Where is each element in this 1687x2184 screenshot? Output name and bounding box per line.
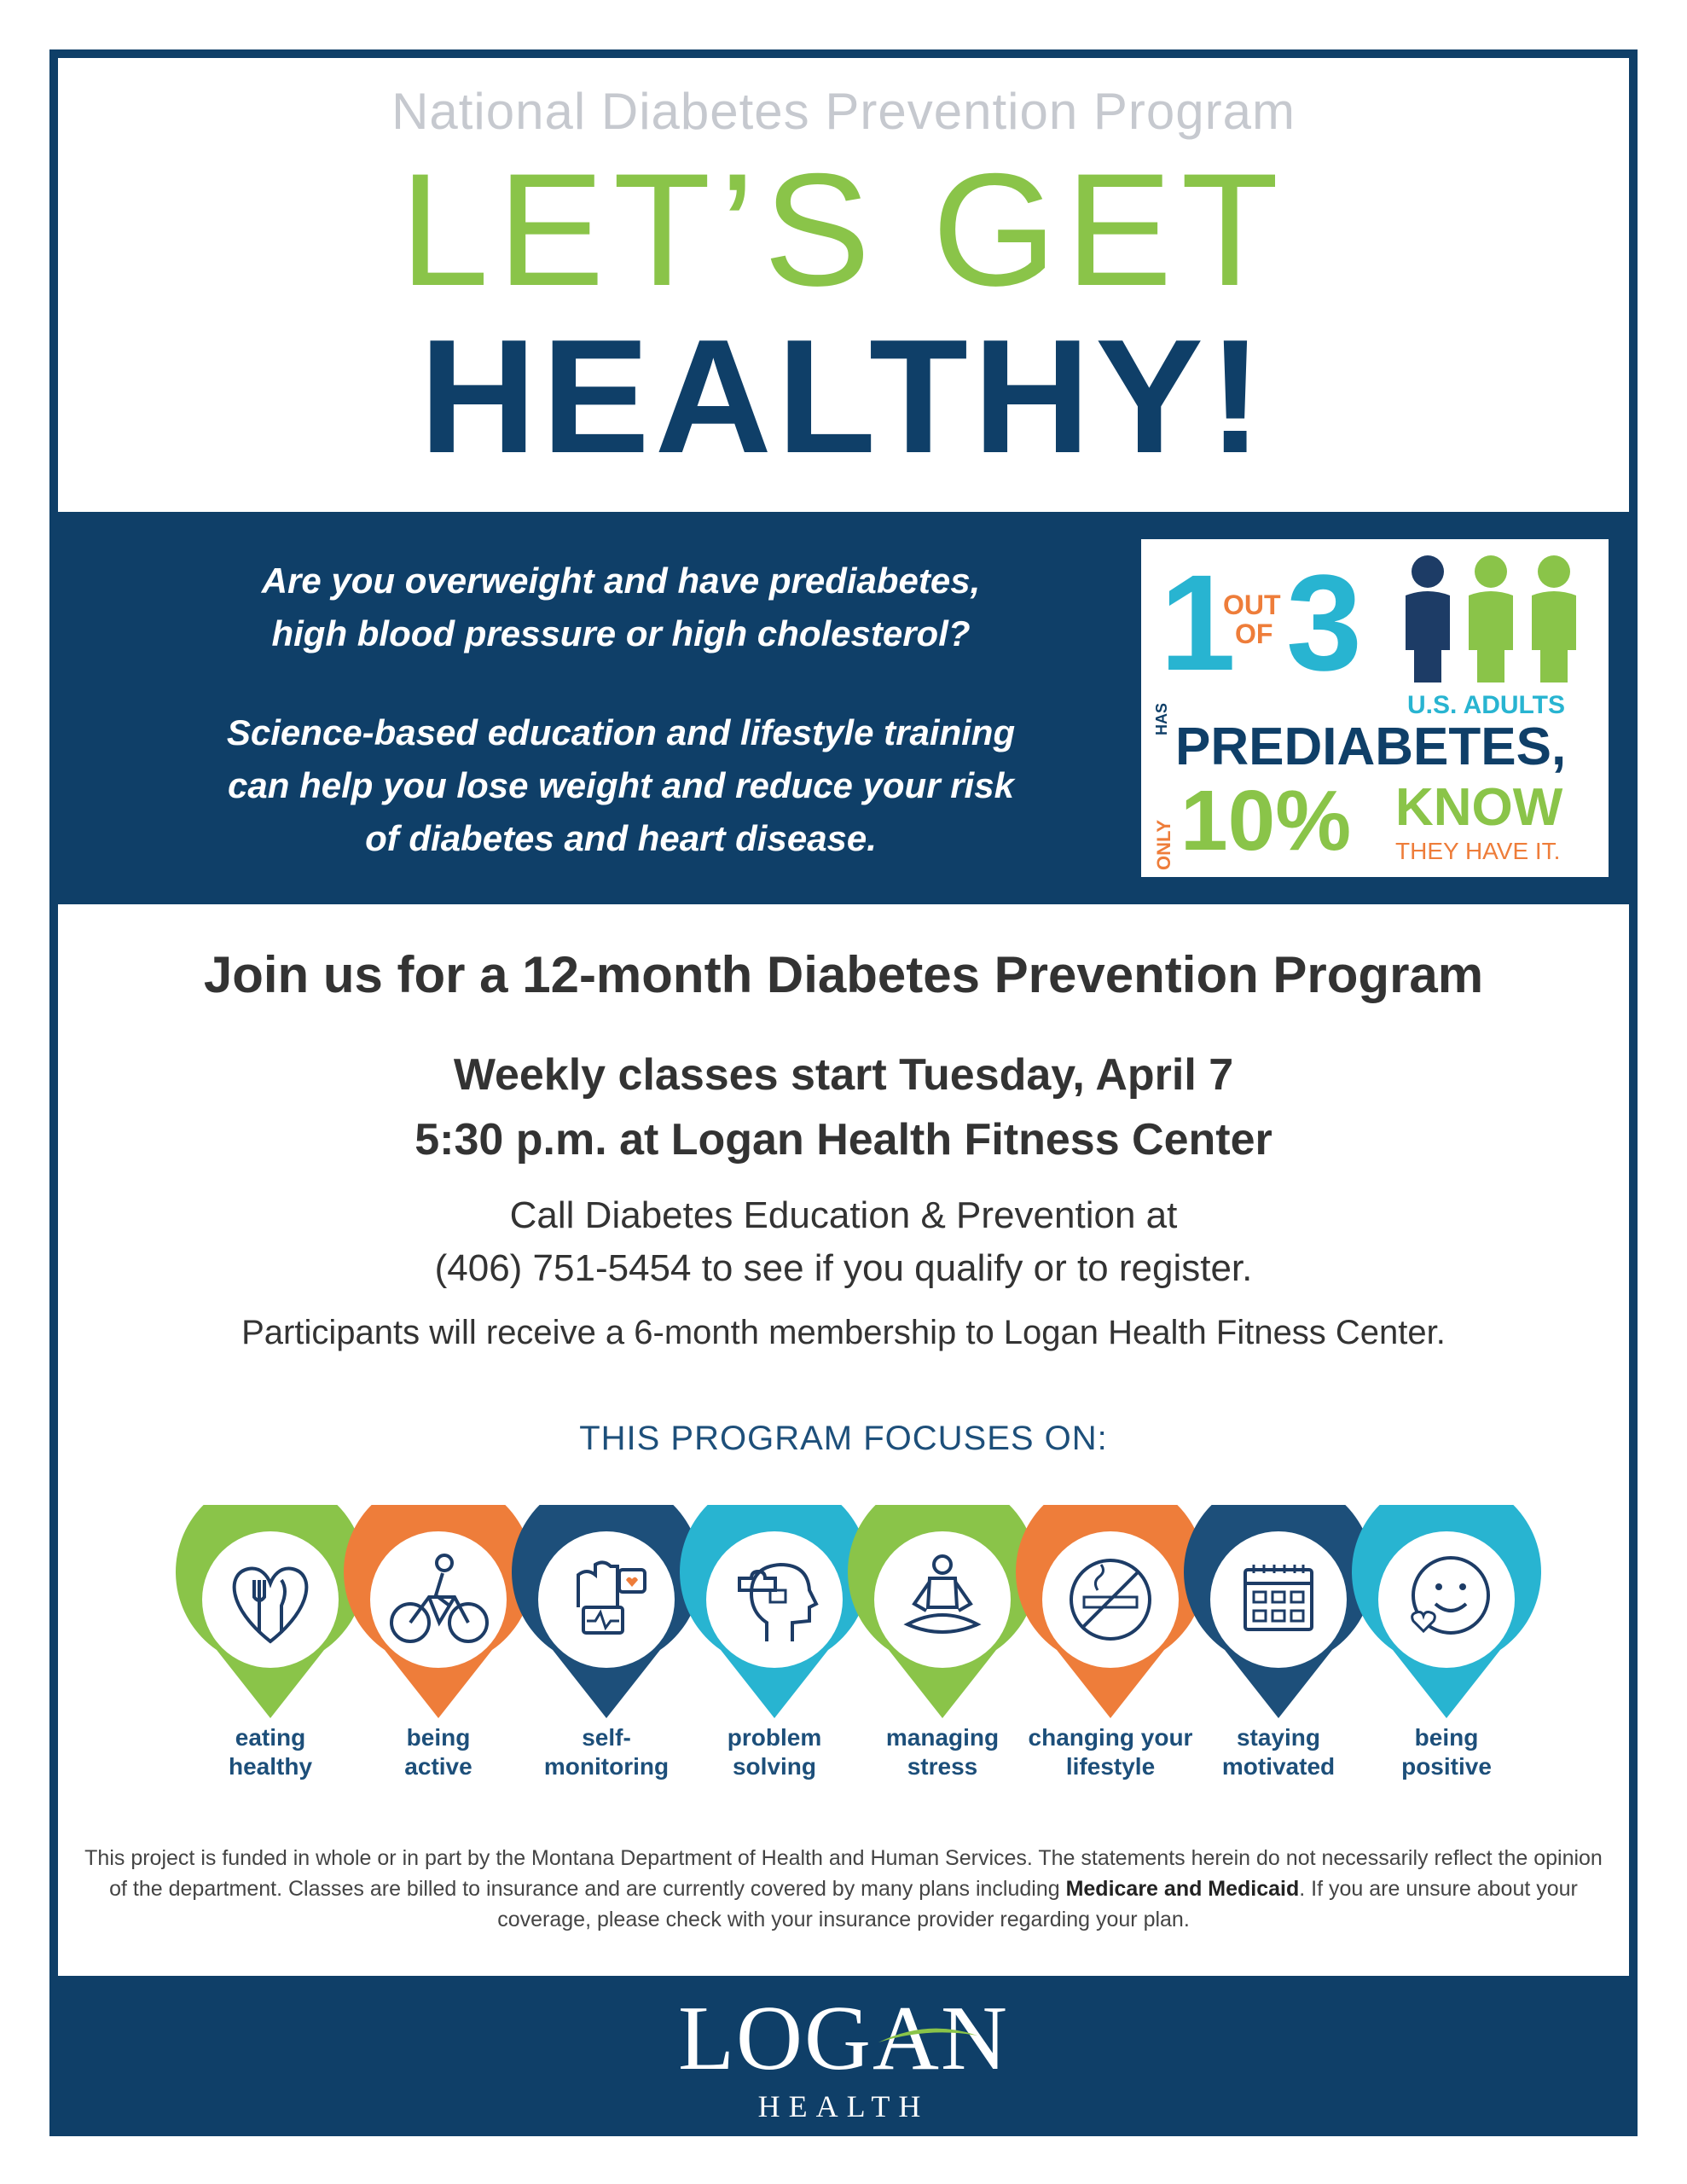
person-green-icon [1527, 555, 1581, 682]
heart-utensils-icon [176, 1505, 365, 1727]
no-smoking-icon [1016, 1505, 1205, 1727]
fitness-tracker-icon [512, 1505, 701, 1727]
band-text [109, 555, 1133, 865]
disclaimer-bold: Medicare and Medicaid [1065, 1877, 1300, 1901]
focus-label: managing stress [885, 1724, 1000, 1780]
stat-prediabetes: PREDIABETES, [1175, 717, 1567, 776]
focus-label: eating healthy [228, 1724, 313, 1780]
question-line: Are you overweight and have prediabetes, [261, 561, 981, 601]
smiley-icon [1352, 1505, 1541, 1727]
program-subtitle: National Diabetes Prevention Program [391, 83, 1296, 140]
disclaimer-text: . If you are unsure about your coverage, please check with your insurance provider regarding your plan. [497, 1877, 1578, 1931]
info-band [58, 512, 1629, 904]
stat-out-of [1223, 590, 1281, 648]
focus-icons-row [176, 1505, 1540, 1727]
focus-heading: THIS PROGRAM FOCUSES ON: [579, 1420, 1108, 1457]
stat-has: HAS [1153, 702, 1170, 735]
headline-healthy: HEALTHY! [419, 306, 1268, 487]
focus-label: changing your lifestyle [1028, 1724, 1193, 1780]
logo-subtext: HEALTH [757, 2089, 930, 2123]
puzzle-head-icon [680, 1505, 869, 1727]
person-green-icon [1464, 555, 1518, 682]
meditation-icon [848, 1505, 1037, 1727]
stat-only: ONLY [1153, 819, 1174, 870]
funding-disclaimer [77, 1843, 1610, 1935]
class-schedule [0, 1043, 1687, 1172]
focus-labels-row [176, 1723, 1540, 1817]
headline-lets-get: LET’S GET [399, 140, 1288, 319]
schedule-line: Weekly classes start Tuesday, April 7 [453, 1050, 1234, 1100]
stat-of: OF [1235, 619, 1273, 649]
stat-three: 3 [1286, 546, 1362, 699]
focus-label: problem solving [727, 1724, 822, 1780]
body-line: of diabetes and heart disease. [365, 818, 877, 858]
body-line: Science-based education and lifestyle training [226, 712, 1016, 752]
person-navy-icon [1400, 555, 1455, 682]
stat-ten-percent: 10% [1180, 773, 1352, 868]
footer-band [58, 1976, 1629, 2128]
join-heading: Join us for a 12-month Diabetes Prevention Program [203, 946, 1484, 1003]
calendar-icon [1184, 1505, 1373, 1727]
focus-label: staying motivated [1221, 1724, 1336, 1780]
stat-one: 1 [1160, 546, 1236, 699]
call-line: Call Diabetes Education & Prevention at [509, 1194, 1178, 1236]
stat-out: OUT [1223, 590, 1281, 620]
body-line: can help you lose weight and reduce your risk [228, 765, 1014, 805]
question-line: high blood pressure or high cholesterol? [271, 613, 971, 653]
focus-label: being active [404, 1724, 472, 1780]
call-to-action [0, 1189, 1687, 1295]
focus-label: being positive [1401, 1724, 1492, 1780]
call-line: (406) 751-5454 to see if you qualify or to register. [434, 1247, 1253, 1289]
schedule-line: 5:30 p.m. at Logan Health Fitness Center [415, 1115, 1272, 1165]
logo-wordmark: LOGAN [678, 1988, 1009, 2089]
disclaimer-text: This project is funded in whole or in part by the Montana Department of Health and Human Services. The statements herein do not necessarily reflect the opinion of the department. Classes are billed to insurance and are currently covered by many plans including [84, 1846, 1603, 1901]
focus-label: self- monitoring [543, 1724, 670, 1780]
stat-know: KNOW [1395, 778, 1563, 837]
stat-they-have-it: THEY HAVE IT. [1395, 838, 1561, 864]
stat-us-adults: U.S. ADULTS [1407, 691, 1565, 719]
bicycle-icon [344, 1505, 533, 1727]
logo-swoosh-icon [877, 2024, 979, 2049]
stat-box [1141, 539, 1609, 877]
participants-note: Participants will receive a 6-month membership to Logan Health Fitness Center. [241, 1314, 1446, 1351]
